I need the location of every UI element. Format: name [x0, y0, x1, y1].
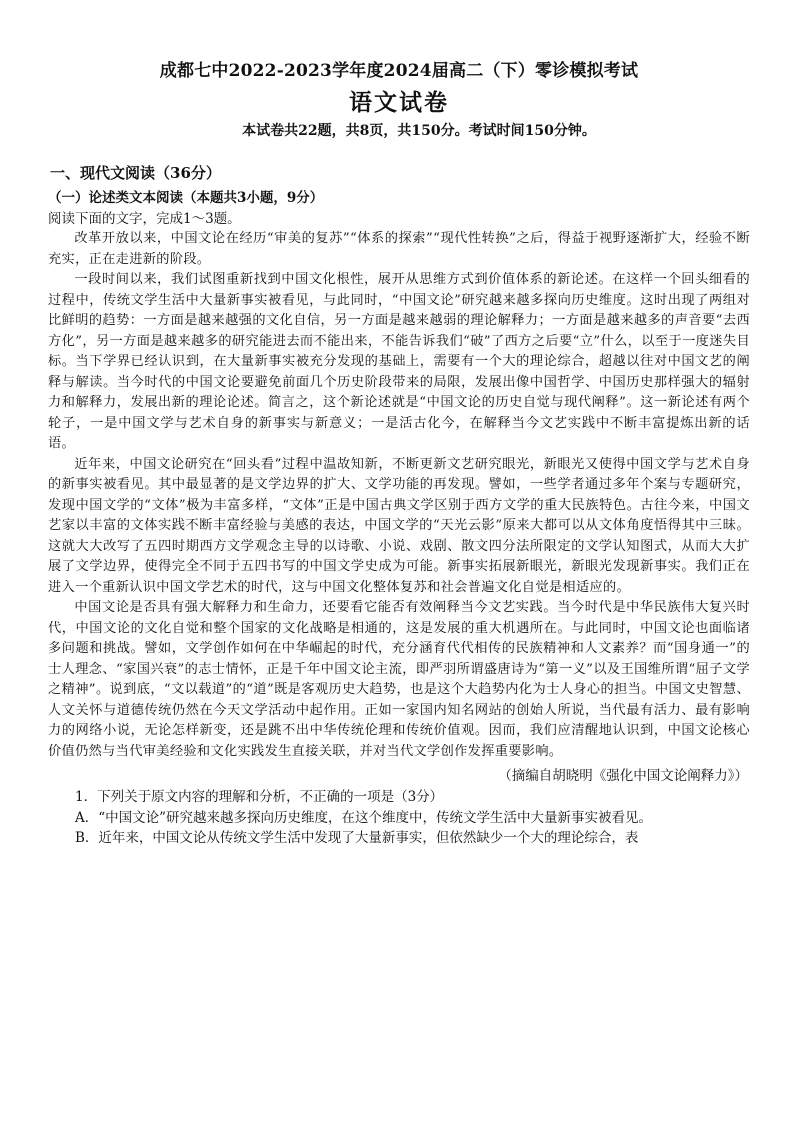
subsection-title: （一）论述类文本阅读（本题共3小题，9分）: [48, 190, 324, 206]
passage-paragraph: 改革开放以来，中国文论在经历“审美的复苏”“体系的探索”“现代性转换”之后，得益于视野逐渐扩大，经验不断充实，正在走进新的阶段。: [48, 231, 750, 267]
subject-title: 语文试卷: [349, 89, 449, 116]
section-title: 一、现代文阅读（36分）: [50, 164, 221, 182]
passage-source: （摘编自胡晓明《强化中国文论阐释力》）: [498, 768, 748, 784]
question-option-b: B．近年来，中国文论从传统文学生活中发现了大量新事实，但依然缺少一个大的理论综合，表: [75, 830, 639, 846]
passage-paragraph: 一段时间以来，我们试图重新找到中国文化根性，展开从思维方式到价值体系的新论述。在这样一个回头细看的过程中，传统文学生活中大量新事实被看见，与此同时，“中国文论”研究越来越多探向历史维度。这时出现了两组对比鲜明的趋势：一方面是越来越强的文化自信，另一方面是越来越弱的理论解释力；一方面是越来越多的声音要“去西方化”，另一方面是越来越多的研究能进去而不能出来，不能告诉我们“破”了西方之后要“立”什么，以至于一度迷失目标。当下学界已经认识到，在大量新事实被充分发现的基础上，需要有一个大的理论综合，超越以往对中国文艺的阐释与解读。当今时代的中国文论要避免前面几个历史阶段带来的局限，发展出像中国哲学、中国历史那样强大的辐射力和解释力，发展出新的理论论述。简言之，这个新论述就是“中国文论的历史自觉与现代阐释”。这一新论述有两个轮子，一是中国文学与艺术自身的新事实与新意义；一是活古化今，在解释当今文艺实践中不断丰富提炼出新的话语。: [48, 272, 750, 451]
exam-title: 成都七中2022-2023学年度2024届高二（下）零诊模拟考试: [159, 61, 639, 81]
reading-passage: [48, 229, 750, 762]
exam-info: 本试卷共22题，共8页，共150分。考试时间150分钟。: [242, 123, 596, 139]
question-stem: 1．下列关于原文内容的理解和分析，不正确的一项是（3分）: [75, 789, 444, 805]
question-option-a: A．“中国文论”研究越来越多探向历史维度，在这个维度中，传统文学生活中大量新事实被看见。: [75, 809, 653, 826]
passage-paragraph: 中国文论是否具有强大解释力和生命力，还要看它能否有效阐释当今文艺实践。当今时代是中华民族伟大复兴时代，中国文论的文化自觉和整个国家的文化战略是相通的，这是发展的重大机遇所在。与此同时，中国文论也面临诸多问题和挑战。譬如，文学创作如何在中华崛起的时代，充分涵育代代相传的民族精神和人文素养？而“国身通一”的士人理念、“家国兴衰”的志士情怀，正是千年中国文论主流，即严羽所谓盛唐诗为“第一义”以及王国维所谓“屈子文学之精神”。说到底，“文以载道”的“道”既是客观历史大趋势，也是这个大趋势内化为士人身心的担当。中国文史智慧、人文关怀与道德传统仍然在今天文学活动中起作用。正如一家国内知名网站的创始人所说，当代最有活力、最有影响力的网络小说，无论怎样新变，还是跳不出中华传统伦理和传统价值观。因而，我们应清醒地认识到，中国文论核心价值仍然与当代审美经验和文化实践发生直接关联，并对当代文学创作发挥重要影响。: [48, 600, 750, 759]
passage-paragraph: 近年来，中国文论研究在“回头看”过程中温故知新，不断更新文艺研究眼光，新眼光又使得中国文学与艺术自身的新事实被看见。其中最显著的是文学边界的扩大、文学功能的再发现。譬如，一些学者通过多年个案与专题研究，发现中国文学的“文体”极为丰富多样，“文体”正是中国古典文学区别于西方文学的重大民族特色。古往今来，中国文艺家以丰富的文体实践不断丰富经验与美感的表达，中国文学的“天光云影”原来大都可以从文体角度悟得其中三昧。这就大大改写了五四时期西方文学观念主导的以诗歌、小说、戏剧、散文四分法所限定的文学认知图式，从而大大扩展了文学边界，使得完全不同于五四书写的中国文学史成为可能。新事实拓展新眼光，新眼光发现新事实。我们正在进入一个重新认识中国文学艺术的时代，这与中国文化整体复苏和社会普遍文化自觉是相适应的。: [48, 456, 750, 595]
reading-instruction: 阅读下面的文字，完成1～3题。: [48, 211, 241, 227]
